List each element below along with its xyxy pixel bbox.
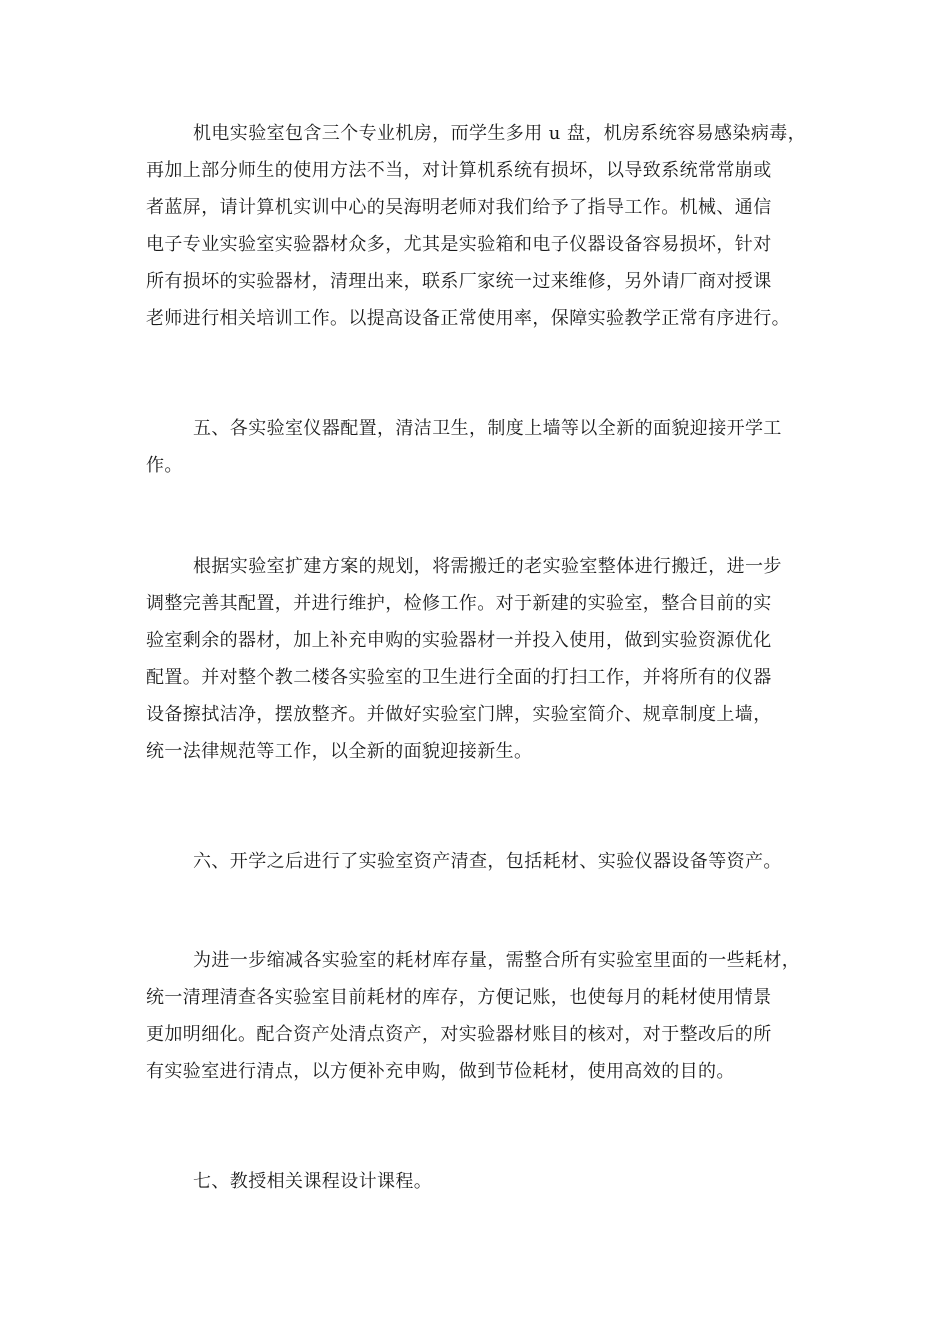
paragraph-line: 机电实验室包含三个专业机房，而学生多用 u 盘，机房系统容易感染病毒， [193, 123, 807, 144]
paragraph-line: 六、开学之后进行了实验室资产清查，包括耗材、实验仪器设备等资产。 [193, 851, 782, 872]
paragraph-line: 再加上部分师生的使用方法不当，对计算机系统有损坏，以导致系统常常崩或 [146, 160, 772, 181]
paragraph-lab-relocation [146, 548, 836, 770]
paragraph-line: 验室剩余的器材，加上补充申购的实验器材一并投入使用，做到实验资源优化 [146, 630, 772, 651]
paragraph-line: 根据实验室扩建方案的规划，将需搬迁的老实验室整体进行搬迁，进一步 [193, 556, 782, 577]
section-heading-seven [146, 1163, 836, 1200]
paragraph-line: 电子专业实验室实验器材众多，尤其是实验箱和电子仪器设备容易损坏，针对 [146, 234, 772, 255]
paragraph-lab-maintenance [146, 115, 836, 337]
paragraph-line: 七、教授相关课程设计课程。 [193, 1171, 433, 1192]
paragraph-line: 统一清理清查各实验室目前耗材的库存，方便记账，也使每月的耗材使用情景 [146, 987, 772, 1008]
paragraph-line: 调整完善其配置，并进行维护，检修工作。对于新建的实验室，整合目前的实 [146, 593, 772, 614]
paragraph-line: 设备擦拭洁净，摆放整齐。并做好实验室门牌，实验室简介、规章制度上墙， [146, 704, 772, 725]
paragraph-line: 老师进行相关培训工作。以提高设备正常使用率，保障实验教学正常有序进行。 [146, 308, 790, 329]
paragraph-line: 统一法律规范等工作，以全新的面貌迎接新生。 [146, 741, 533, 762]
paragraph-line: 有实验室进行清点，以方便补充申购，做到节俭耗材，使用高效的目的。 [146, 1061, 735, 1082]
paragraph-line: 更加明细化。配合资产处清点资产，对实验器材账目的核对，对于整改后的所 [146, 1024, 772, 1045]
paragraph-line: 五、各实验室仪器配置，清洁卫生，制度上墙等以全新的面貌迎接开学工 [193, 418, 782, 439]
section-heading-five [146, 410, 836, 484]
paragraph-line: 者蓝屏，请计算机实训中心的吴海明老师对我们给予了指导工作。机械、通信 [146, 197, 772, 218]
paragraph-line: 所有损坏的实验器材，清理出来，联系厂家统一过来维修，另外请厂商对授课 [146, 271, 772, 292]
paragraph-line: 为进一步缩减各实验室的耗材库存量，需整合所有实验室里面的一些耗材， [193, 950, 801, 971]
section-heading-six [146, 843, 836, 880]
paragraph-line: 作。 [146, 455, 183, 476]
paragraph-consumables [146, 942, 836, 1090]
paragraph-line: 配置。并对整个教二楼各实验室的卫生进行全面的打扫工作，并将所有的仪器 [146, 667, 772, 688]
